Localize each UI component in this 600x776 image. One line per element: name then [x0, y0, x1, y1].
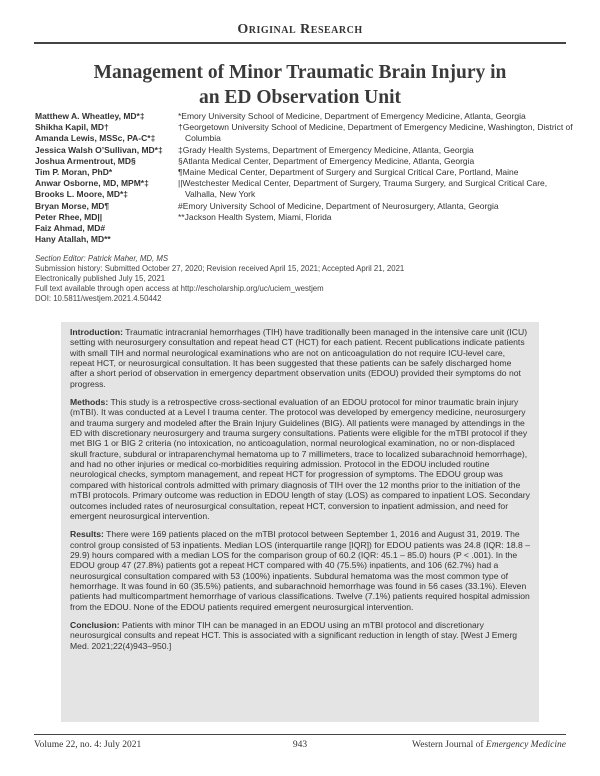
author: Jessica Walsh O’Sullivan, MD*‡ [35, 144, 163, 155]
affiliation: †Georgetown University School of Medicine, Department of Emergency Medicine, Washington, District of Columbia [178, 122, 573, 144]
introduction-text: Traumatic intracranial hemorrhages (TIH) have traditionally been managed in the intensive care unit (ICU) setting with neurosurgery consultation and repeat head CT (HCT) for each patient. Recent publications indicate patients with small TIH and normal neurological examinations who are not on anticoagulation do not require ICU-level care, repeat HCT, or neurosurgical consultation. It has been suggested that these patients can be safely discharged home after a short period of observation in emergency department observation units (EDOU) provided their symptoms do not progress. [70, 327, 528, 389]
affiliation: §Atlanta Medical Center, Department of Emergency Medicine, Atlanta, Georgia [178, 155, 475, 166]
section-editor: Section Editor: Patrick Maher, MD, MS [35, 254, 169, 263]
author: Matthew A. Wheatley, MD*‡ [35, 111, 145, 121]
author: Shikha Kapil, MD† [35, 122, 109, 133]
author: Joshua Armentrout, MD§ [35, 155, 136, 166]
bottom-rule [34, 734, 566, 735]
affiliation: **Jackson Health System, Miami, Florida [178, 211, 332, 222]
article-meta [35, 254, 565, 304]
results-text: There were 169 patients placed on the mTBI protocol between September 1, 2016 and August 31, 2019. The control group consisted of 53 inpatients. Median LOS (interquartile range [IQR]) for EDOU patients was 24.8 (IQR: 18.8 – 29.9) hours compared with a median LOS for the comparison group of 60.2 (IQR: 45.1 – 85.0) hours (P < .001). In the EDOU group 47 (27.8%) patients got a repeat HCT compared with 40 (75.5%) inpatients, and 106 (62.7%) had a neurosurgical consultation compared with 53 (100%) inpatients. Subdural hematoma was the most common type of hemorrhage. It was found in 60 (35.5%) patients, and subarachnoid hemorrhage was found in 56 cases (33.1%). Eleven patients had multicompartment hemorrhage of various classifications. Twelve (7.1%) patients required hospital admission from the EDOU. None of the EDOU patients required emergent neurosurgical intervention. [70, 529, 530, 612]
affiliation: ‡Grady Health Systems, Department of Emergency Medicine, Atlanta, Georgia [178, 144, 474, 155]
introduction-heading: Introduction: [70, 327, 123, 337]
abstract-introduction [70, 327, 530, 389]
methods-text: This study is a retrospective cross-sectional evaluation of an EDOU protocol for minor traumatic brain injury (mTBI). It was conducted at a Level I trauma center. The protocol was developed by emergency medicine, neurosurgery and trauma surgery and modeled after the Brain Injury Guidelines (BIG). All patients were managed by attendings in the ED with discretionary neurosurgery and trauma surgery consultations. Patients were eligible for the mTBI protocol if they met BIG 1 or BIG 2 criteria (no intoxication, no anticoagulation, normal neurological examination, no or non-displaced skull fracture, subdural or intraparenchymal hematoma up to 7 millimeters, trace to localized subarachnoid hemorrhage), and had no other injuries or medical co-morbidities requiring admission. Protocol in the EDOU included routine neurological checks, symptom management, and repeat HCT for progression of symptoms. The EDOU group was compared with historical controls admitted with primary diagnosis of TIH over the 12 months prior to the initiation of the mTBI protocols. Primary outcome was reduction in EDOU length of stay (LOS) as compared to inpatient LOS. Secondary outcomes included rates of neurosurgical consultation, repeat HCT, conversion to inpatient admission, and need for emergent neurosurgical intervention. [70, 397, 530, 521]
page-number: 943 [292, 740, 308, 750]
abstract-methods [70, 397, 530, 521]
conclusion-heading: Conclusion: [70, 619, 120, 630]
results-heading: Results: [70, 529, 104, 540]
author: Hany Atallah, MD** [35, 234, 111, 245]
volume-info: Volume 22, no. 4: July 2021 [34, 740, 142, 750]
section-label: Original Research [237, 22, 363, 37]
author: Bryan Morse, MD¶ [35, 200, 110, 211]
abstract-box [61, 322, 539, 722]
author: Peter Rhee, MD|| [35, 211, 103, 222]
affiliation: ¶Maine Medical Center, Department of Surgery and Surgical Critical Care, Portland, Maine [178, 167, 519, 178]
affiliation-list [178, 111, 573, 223]
affiliation: ||Westchester Medical Center, Department of Surgery, Trauma Surgery, and Surgical Critical Care, Valhalla, New York [178, 178, 548, 200]
journal-name: Western Journal of Emergency Medicine [412, 740, 566, 750]
page-footer [34, 740, 566, 754]
publication-date: Electronically published July 15, 2021 [35, 274, 166, 283]
title-line-2: an ED Observation Unit [198, 87, 402, 108]
author: Faiz Ahmad, MD# [35, 223, 106, 234]
abstract-conclusion [70, 620, 530, 651]
affiliation: *Emory University School of Medicine, Department of Emergency Medicine, Atlanta, Georgia [178, 111, 526, 121]
doi[interactable]: DOI: 10.5811/westjem.2021.4.50442 [35, 294, 162, 303]
title-line-1: Management of Minor Traumatic Brain Injury in [93, 62, 507, 83]
author: Tim P. Moran, PhD* [35, 167, 113, 178]
methods-heading: Methods: [70, 397, 109, 408]
author-list [35, 111, 185, 245]
article-title [40, 60, 560, 110]
author: Amanda Lewis, MSSc, PA-C*‡ [35, 133, 156, 144]
affiliation: #Emory University School of Medicine, Department of Neurosurgery, Atlanta, Georgia [178, 200, 499, 211]
top-rule [34, 42, 566, 44]
abstract-results [70, 529, 530, 612]
author: Anwar Osborne, MD, MPM*‡ [35, 178, 149, 189]
conclusion-text: Patients with minor TIH can be managed in an EDOU using an mTBI protocol and discretionary neurosurgical consults and repeat HCT. This is associated with a significant reduction in length of stay. [West J Emerg Med. 2021;22(4)943–950.] [70, 619, 518, 651]
full-text-link[interactable]: Full text available through open access at http://escholarship.org/uc/uciem_westjem [35, 284, 324, 293]
submission-history: Submission history: Submitted October 27, 2020; Revision received April 15, 2021; Accepted April 21, 2021 [35, 264, 405, 273]
author: Brooks L. Moore, MD*‡ [35, 189, 129, 200]
